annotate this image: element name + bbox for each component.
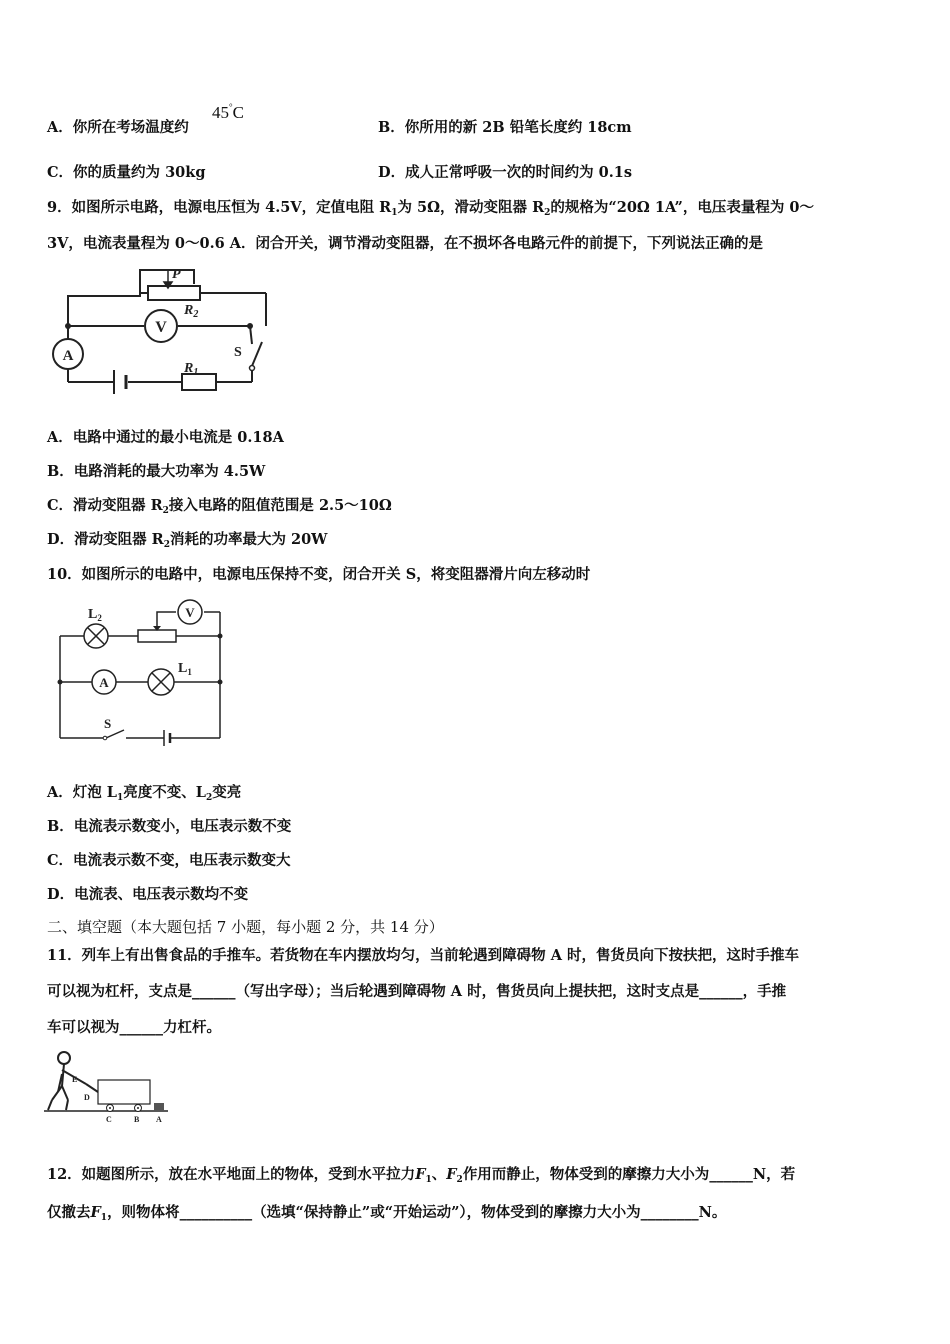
q9-stem-line1: 9．如图所示电路，电源电压恒为 4.5V，定值电阻 $R_1$为 5Ω，滑动变阻器 $R_2$的规格为“20Ω 1A”，电压表量程为 0～: [47, 199, 814, 218]
q9-stem-line2: 3V，电流表量程为 0～0.6 A．闭合开关，调节滑动变阻器，在不损坏各电路元件的前提下，下列说法正确的是: [47, 235, 763, 252]
q10-circuit-diagram: [54, 598, 234, 748]
q11-stem-line2: 可以视为杠杆，支点是______（写出字母）；当后轮遇到障碍物 A 时，售货员向上提扶把，这时支点是______，手推: [47, 983, 787, 1000]
q10-option-a: A．灯泡 $L_1$亮度不变、$L_2$变亮: [47, 784, 242, 803]
q11-stem-line3: 车可以视为______力杠杆。: [47, 1019, 221, 1036]
q12-stem-line2: 仅撤去$F_1$，则物体将__________（选填“保持静止”或“开始运动”），物体受到的摩擦力大小为________N。: [47, 1204, 727, 1223]
q12-blank-2[interactable]: __________: [179, 1204, 253, 1221]
q9-slider-label: P: [172, 267, 181, 282]
q10-option-d: D．电流表、电压表示数均不变: [47, 886, 249, 903]
q9-option-c: C．滑动变阻器 $R_2$接入电路的阻值范围是 2.5～10Ω: [47, 497, 392, 516]
q11-label-c: C: [106, 1115, 112, 1124]
q8-option-a-temperature: 45°C: [212, 102, 244, 122]
q9-option-d: D．滑动变阻器 $R_2$消耗的功率最大为 20W: [47, 531, 328, 550]
q12-stem-line1: 12．如题图所示，放在水平地面上的物体，受到水平拉力$F_1$、$F_2$作用而静止，物体受到的摩擦力大小为______N，若: [47, 1166, 796, 1185]
q12-blank-3[interactable]: ________: [640, 1204, 699, 1221]
q9-circuit-diagram: [44, 262, 274, 412]
q8-option-c: C．你的质量约为 30kg: [47, 164, 206, 181]
q10-l2-label: $L_2$: [88, 607, 102, 623]
q11-label-e: E: [72, 1075, 78, 1084]
q11-blank-1[interactable]: ______: [192, 983, 236, 1000]
q9-voltmeter-label: V: [155, 319, 167, 336]
q10-option-b: B．电流表示数变小，电压表示数不变: [47, 818, 292, 835]
q8-option-a: A．你所在考场温度约: [47, 119, 189, 136]
q9-r1-label: $R_1$: [184, 361, 199, 378]
q10-option-c: C．电流表示数不变，电压表示数变大: [47, 852, 291, 869]
q10-switch-label: S: [104, 716, 112, 731]
q8-option-b: B．你所用的新 2B 铅笔长度约 18cm: [378, 119, 632, 136]
q11-label-a: A: [156, 1115, 162, 1124]
q11-cart-diagram: [42, 1048, 174, 1128]
q8-option-d: D．成人正常呼吸一次的时间约为 0.1s: [378, 164, 633, 181]
q10-l1-label: $L_1$: [178, 661, 192, 677]
q10-ammeter-label: A: [99, 675, 109, 690]
q9-r2-label: $R_2$: [184, 303, 199, 320]
q9-option-b: B．电路消耗的最大功率为 4.5W: [47, 463, 266, 480]
q10-stem: 10．如图所示的电路中，电源电压保持不变，闭合开关 S，将变阻器滑片向左移动时: [47, 566, 591, 583]
q9-option-a: A．电路中通过的最小电流是 0.18A: [47, 429, 284, 446]
section-heading: 二、填空题（本大题包括 7 小题，每小题 2 分，共 14 分）: [47, 918, 444, 936]
q9-switch-label: S: [234, 345, 242, 360]
q11-label-d: D: [84, 1093, 90, 1102]
q9-ammeter-label: A: [62, 348, 74, 364]
q11-stem-line1: 11．列车上有出售食品的手推车。若货物在车内摆放均匀，当前轮遇到障碍物 A 时，售货员向下按扶把，这时手推车: [47, 947, 800, 964]
q11-label-b: B: [134, 1115, 140, 1124]
q12-blank-1[interactable]: ______: [709, 1166, 753, 1183]
q10-voltmeter-label: V: [185, 605, 195, 620]
q11-blank-2[interactable]: ______: [699, 983, 743, 1000]
q11-blank-3[interactable]: ______: [119, 1019, 163, 1036]
